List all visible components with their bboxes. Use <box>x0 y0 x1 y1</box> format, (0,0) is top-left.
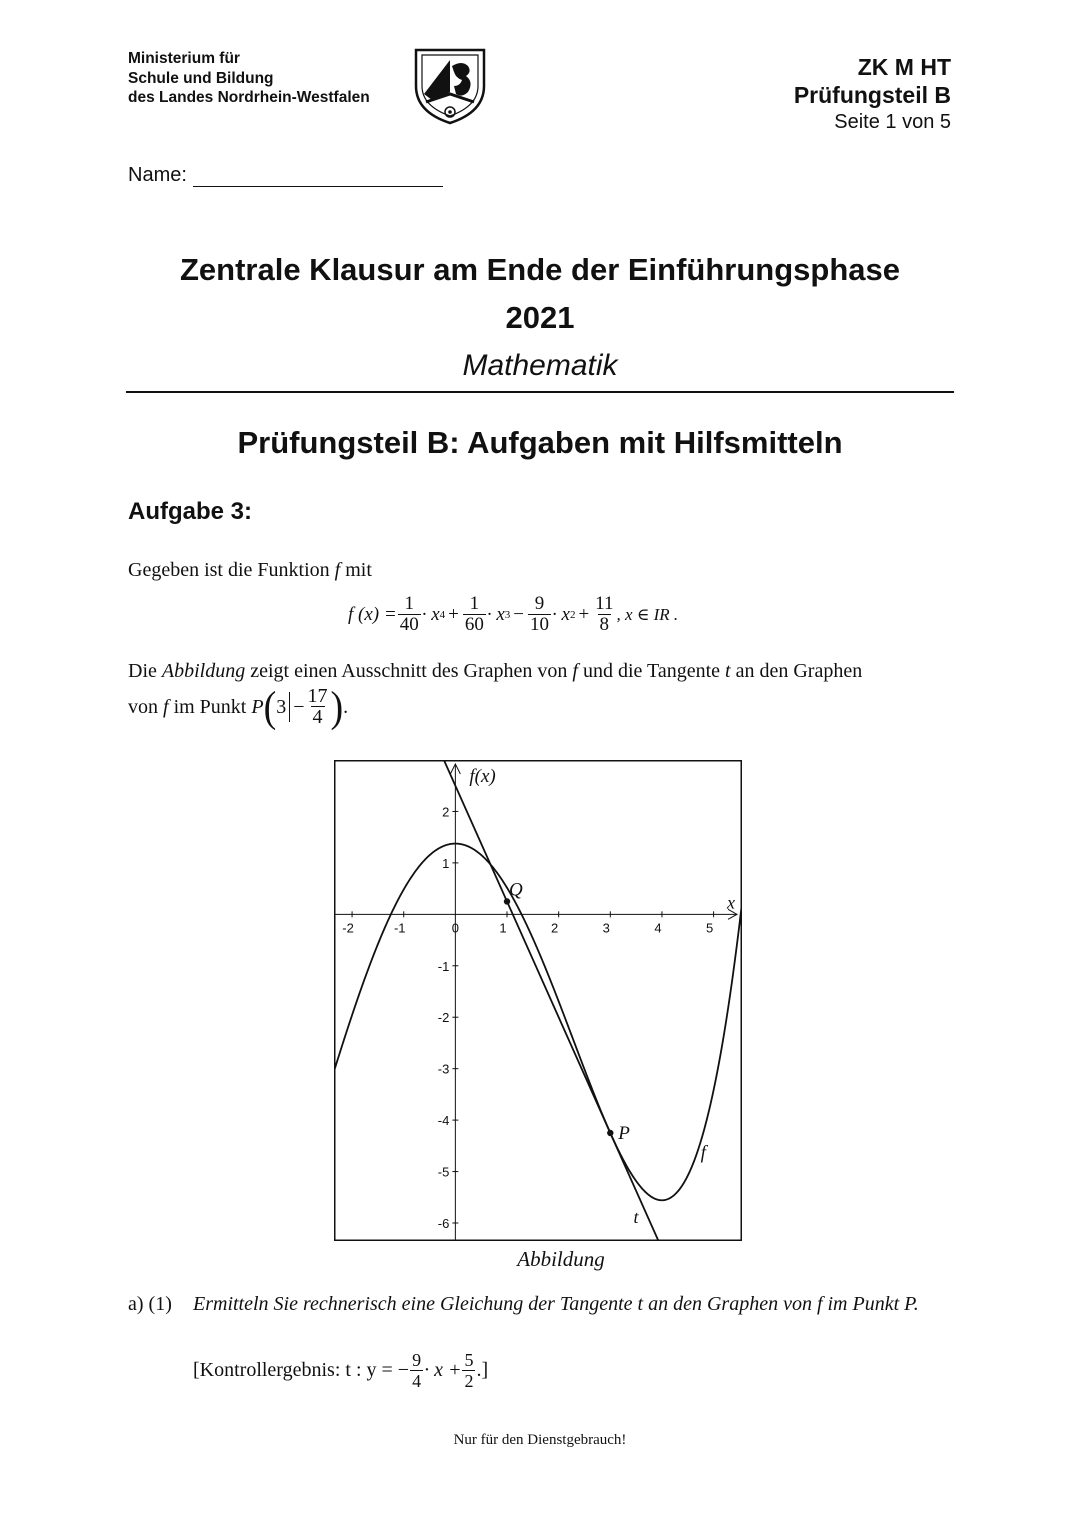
function-formula <box>348 594 678 635</box>
paren-open: ( <box>263 682 277 731</box>
description <box>128 657 954 685</box>
point-description <box>128 682 349 731</box>
function-graph <box>334 760 742 1241</box>
curves <box>334 760 742 1241</box>
formula-domain: , x ∈ IR . <box>616 604 679 624</box>
tangent-t <box>444 760 662 1241</box>
den: 4 <box>312 706 323 728</box>
given-sentence <box>128 556 372 584</box>
x-tick-label: -2 <box>342 920 354 936</box>
ministry-line: Ministerium für <box>128 50 240 67</box>
given-text: Gegeben ist die Funktion <box>128 559 330 581</box>
formula-exp: 4 <box>439 608 446 621</box>
header-info <box>794 53 951 135</box>
num: 9 <box>412 1350 422 1370</box>
task-a <box>128 1288 954 1320</box>
y-axis-label: f(x) <box>469 766 496 787</box>
graph-frame <box>335 761 742 1241</box>
formula-frac-4 <box>593 594 615 635</box>
x-axis-label: x <box>727 892 735 913</box>
desc-text: an den Graphen <box>735 660 863 682</box>
x-tick-label: -1 <box>393 920 406 936</box>
desc-t: t <box>725 660 731 682</box>
y-tick-label: -5 <box>437 1164 450 1180</box>
den: 8 <box>599 614 610 635</box>
exam-year: 2021 <box>505 300 575 335</box>
x-tick-label: 5 <box>705 920 714 936</box>
formula-op: + <box>578 603 590 625</box>
curve-label-t: t <box>633 1206 639 1227</box>
ministry-line: des Landes Nordrhein-Westfalen <box>128 89 370 106</box>
formula-lhs: f (x) = <box>348 603 397 625</box>
point-p-label: P <box>251 695 264 718</box>
x-tick-label: 1 <box>499 920 507 936</box>
exam-part: Prüfungsteil B <box>793 82 951 108</box>
figure-caption: Abbildung <box>517 1247 605 1271</box>
ministry-name <box>128 49 370 108</box>
y-tick-label: -3 <box>437 1061 450 1077</box>
tick-labels <box>342 804 713 1231</box>
formula-var: · x <box>552 603 570 625</box>
axes <box>334 764 737 1241</box>
formula-var: · x <box>486 603 505 625</box>
point-x: 3 <box>276 695 287 718</box>
footer-note: Nur für den Dienstgebrauch! <box>453 1432 627 1448</box>
num: 9 <box>534 593 545 614</box>
num: 1 <box>404 593 414 614</box>
point-minus: − <box>293 695 305 718</box>
desc-f: f <box>572 660 578 682</box>
control-frac-1 <box>410 1350 423 1391</box>
desc-text: zeigt einen Ausschnitt des Graphen von <box>250 660 568 682</box>
num: 17 <box>307 685 328 707</box>
y-tick-label: 2 <box>442 804 450 820</box>
desc-text: und die Tangente <box>582 660 721 682</box>
formula-frac-2 <box>463 594 486 635</box>
point-text: im Punkt <box>173 695 247 718</box>
control-prefix: [Kontrollergebnis: t : y = − <box>193 1359 410 1381</box>
formula-exp: 3 <box>504 608 511 621</box>
den: 2 <box>464 1371 474 1391</box>
curve-f <box>334 844 742 1201</box>
part-title: Prüfungsteil B: Aufgaben mit Hilfsmitteln <box>237 425 843 460</box>
y-tick-label: -6 <box>437 1215 450 1231</box>
formula-exp: 2 <box>569 608 576 621</box>
formula-frac-1 <box>398 594 421 635</box>
y-tick-label: -4 <box>437 1113 450 1129</box>
y-tick-label: -2 <box>437 1010 450 1026</box>
exam-code: ZK M HT <box>857 54 951 80</box>
desc-abbildung: Abbildung <box>161 660 246 682</box>
task-a-text: Ermitteln Sie rechnerisch eine Gleichung der Tangente t an den Graphen von f im Punkt P. <box>193 1293 919 1315</box>
x-tick-label: 0 <box>451 920 459 936</box>
task-a-label: a) (1) <box>128 1293 172 1315</box>
subject: Mathematik <box>462 349 618 382</box>
control-result <box>193 1350 488 1391</box>
num: 11 <box>595 593 614 614</box>
name-label: Name: <box>128 164 187 186</box>
point-end: . <box>343 695 349 718</box>
page-number: Seite 1 von 5 <box>834 111 951 133</box>
y-tick-label: 1 <box>442 855 450 871</box>
den: 4 <box>412 1371 422 1391</box>
point-label-p: P <box>618 1122 630 1144</box>
x-tick-label: 3 <box>602 920 610 936</box>
name-row <box>128 164 443 187</box>
formula-op: − <box>513 603 524 625</box>
x-tick-label: 2 <box>551 920 559 936</box>
point-f: f <box>163 695 169 718</box>
curve-label-f: f <box>700 1142 706 1164</box>
point-separator <box>289 692 290 722</box>
title-block <box>0 246 1080 390</box>
den: 40 <box>399 614 419 635</box>
ministry-line: Schule und Bildung <box>128 69 274 87</box>
point-p <box>607 1130 613 1136</box>
title-divider <box>126 391 954 393</box>
num: 1 <box>469 593 480 614</box>
control-end: .] <box>476 1359 489 1381</box>
point-text: von <box>128 695 158 718</box>
num: 5 <box>464 1350 474 1370</box>
nrw-crest-logo <box>412 46 488 126</box>
control-frac-2 <box>462 1350 475 1391</box>
den: 10 <box>530 614 549 635</box>
x-tick-label: 4 <box>654 920 662 936</box>
paren-close: ) <box>330 682 344 731</box>
point-frac <box>306 686 330 727</box>
given-mit: mit <box>345 559 372 581</box>
formula-frac-3 <box>528 594 551 635</box>
point-label-q: Q <box>509 879 523 901</box>
desc-text: Die <box>128 660 157 682</box>
task-title: Aufgabe 3: <box>128 498 253 525</box>
formula-var: · x <box>421 603 440 625</box>
page-title: Zentrale Klausur am Ende der Einführungsphase <box>179 252 901 287</box>
given-f: f <box>334 559 341 581</box>
den: 60 <box>464 614 484 635</box>
formula-op: + <box>448 603 459 625</box>
control-mid: · x + <box>424 1359 462 1381</box>
y-tick-label: -1 <box>437 958 450 974</box>
name-field[interactable] <box>193 164 443 187</box>
